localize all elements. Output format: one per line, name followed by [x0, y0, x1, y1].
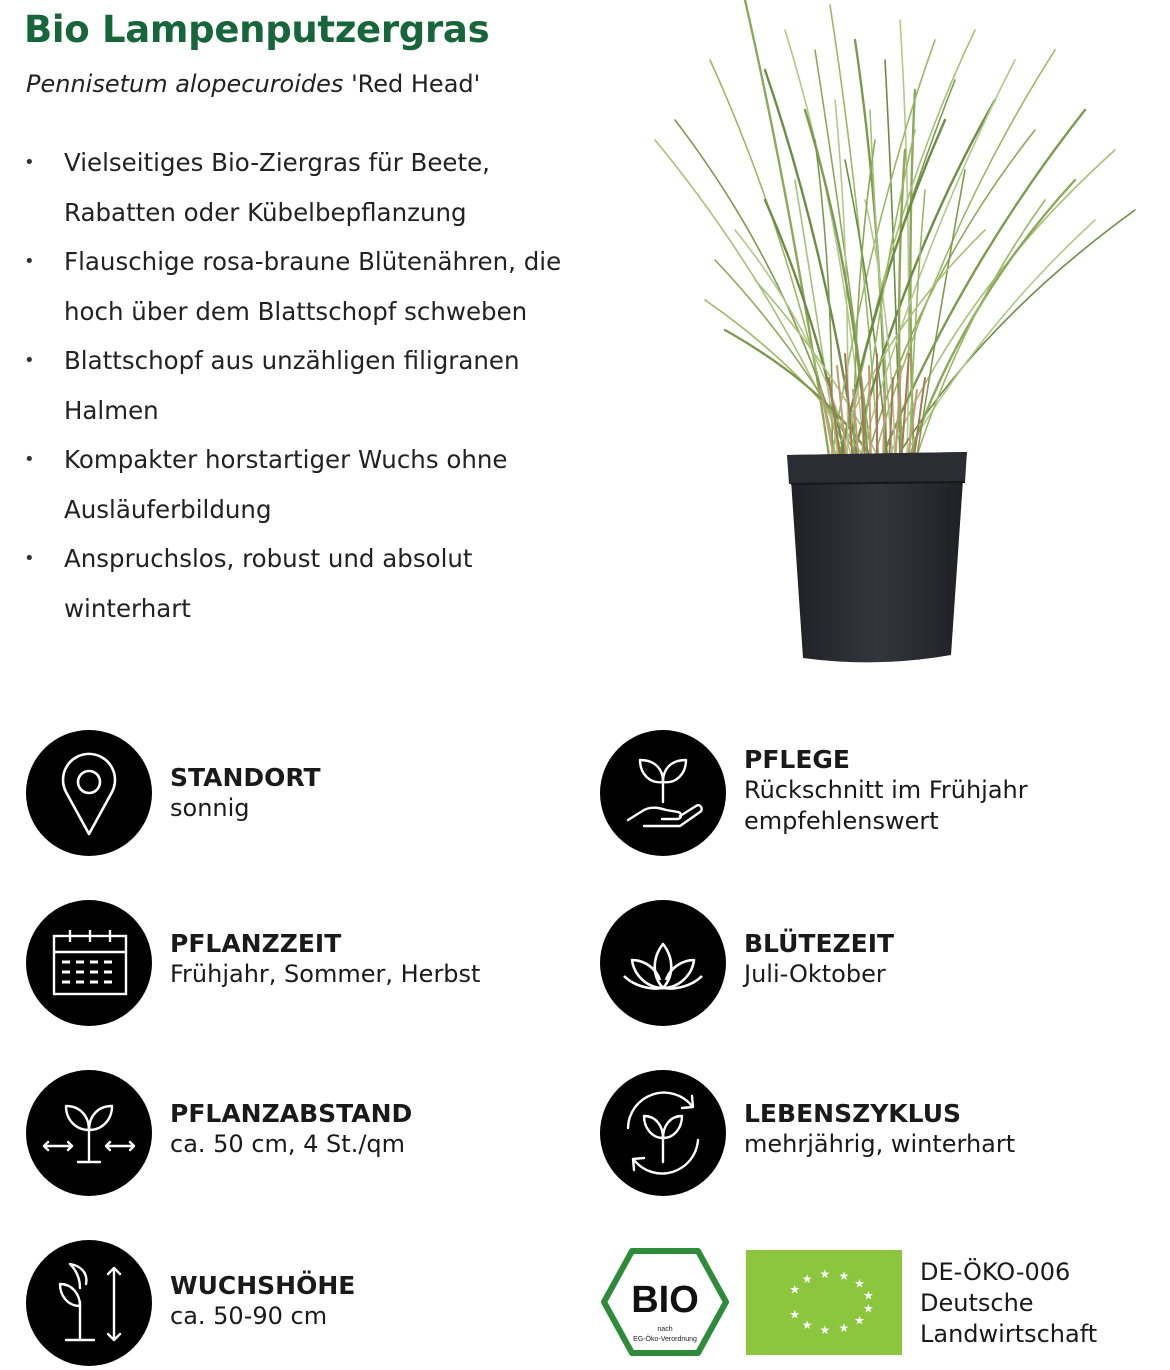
bullet-item: • Kompakter horstartiger Wuchs ohne Ausläuferbildung	[24, 435, 584, 534]
cert-code: DE-ÖKO-006	[920, 1258, 1071, 1286]
feature-label: PFLANZZEIT	[170, 929, 342, 958]
grass-blade	[901, 220, 1095, 462]
product-subtitle	[26, 70, 480, 98]
feature-value: ca. 50 cm, 4 St./qm	[170, 1130, 406, 1158]
feature-standort	[26, 730, 566, 860]
bio-logo-sub2: EG-Öko-Verordnung	[633, 1336, 697, 1343]
eu-organic-leaf-logo	[746, 1250, 902, 1355]
grass-plant-illustration	[615, 0, 1155, 680]
eu-star: ★	[819, 1322, 831, 1337]
cert-origin-line2: Landwirtschaft	[920, 1320, 1098, 1348]
plant-height-icon	[26, 1240, 152, 1366]
eu-star: ★	[789, 1307, 801, 1322]
feature-label: PFLANZABSTAND	[170, 1099, 413, 1128]
seedling-hand-icon	[600, 730, 726, 856]
eu-star: ★	[854, 1276, 865, 1291]
bullet-item: • Blattschopf aus unzähligen filigranen Halmen	[24, 336, 584, 435]
certification	[600, 1245, 1160, 1360]
grass-blade	[887, 150, 1115, 462]
bio-logo-text: BIO	[631, 1279, 699, 1321]
bullet-item: • Flauschige rosa-braune Blütenähren, die hoch über dem Blattschopf schweben	[24, 237, 584, 336]
feature-bluetezeit	[600, 900, 1140, 1030]
feature-wuchshoehe	[26, 1240, 566, 1370]
eu-star: ★	[863, 1288, 874, 1303]
eu-star: ★	[801, 1317, 813, 1332]
feature-value: mehrjährig, winterhart	[744, 1130, 1016, 1158]
cultivar-name: 'Red Head'	[351, 70, 481, 98]
product-title: Bio Lampenputzergras	[24, 8, 490, 51]
calendar-icon	[26, 900, 152, 1026]
lotus-flower-icon	[600, 900, 726, 1026]
feature-label: STANDORT	[170, 763, 321, 792]
feature-label: BLÜTEZEIT	[744, 929, 895, 958]
latin-name: Pennisetum alopecuroides	[26, 70, 344, 98]
feature-label: WUCHSHÖHE	[170, 1271, 356, 1300]
eu-star: ★	[789, 1282, 801, 1297]
eu-star: ★	[801, 1272, 813, 1287]
grass-blade	[710, 60, 837, 462]
feature-label: LEBENSZYKLUS	[744, 1099, 962, 1128]
feature-value: Frühjahr, Sommer, Herbst	[170, 960, 481, 988]
eu-star: ★	[838, 1321, 850, 1336]
feature-label: PFLEGE	[744, 745, 851, 774]
lifecycle-leaf-icon	[600, 1070, 726, 1196]
bullet-item: • Anspruchslos, robust und absolut winterhart	[24, 534, 584, 633]
cert-origin-line1: Deutsche	[920, 1289, 1034, 1317]
eu-star: ★	[838, 1268, 850, 1283]
feature-pflege	[600, 730, 1140, 860]
feature-value: sonnig	[170, 794, 250, 822]
product-photo	[615, 0, 1155, 680]
feature-value: ca. 50-90 cm	[170, 1302, 328, 1330]
feature-pflanzzeit	[26, 900, 566, 1030]
bio-logo-sub1: nach	[657, 1326, 673, 1333]
eu-star: ★	[863, 1301, 874, 1316]
bullet-item: • Vielseitiges Bio-Ziergras für Beete, Rabatten oder Kübelbepflanzung	[24, 138, 584, 237]
bio-siegel-logo	[600, 1245, 730, 1360]
feature-value: Juli-Oktober	[744, 960, 886, 988]
location-pin-icon	[26, 730, 152, 856]
feature-value: Rückschnitt im Frühjahr empfehlenswert	[744, 776, 1028, 835]
feature-pflanzabstand	[26, 1070, 566, 1200]
plant-spacing-icon	[26, 1070, 152, 1196]
feature-bullet-list	[24, 138, 584, 633]
eu-star: ★	[819, 1267, 831, 1282]
feature-lebenszyklus	[600, 1070, 1140, 1200]
eu-star: ★	[854, 1313, 865, 1328]
